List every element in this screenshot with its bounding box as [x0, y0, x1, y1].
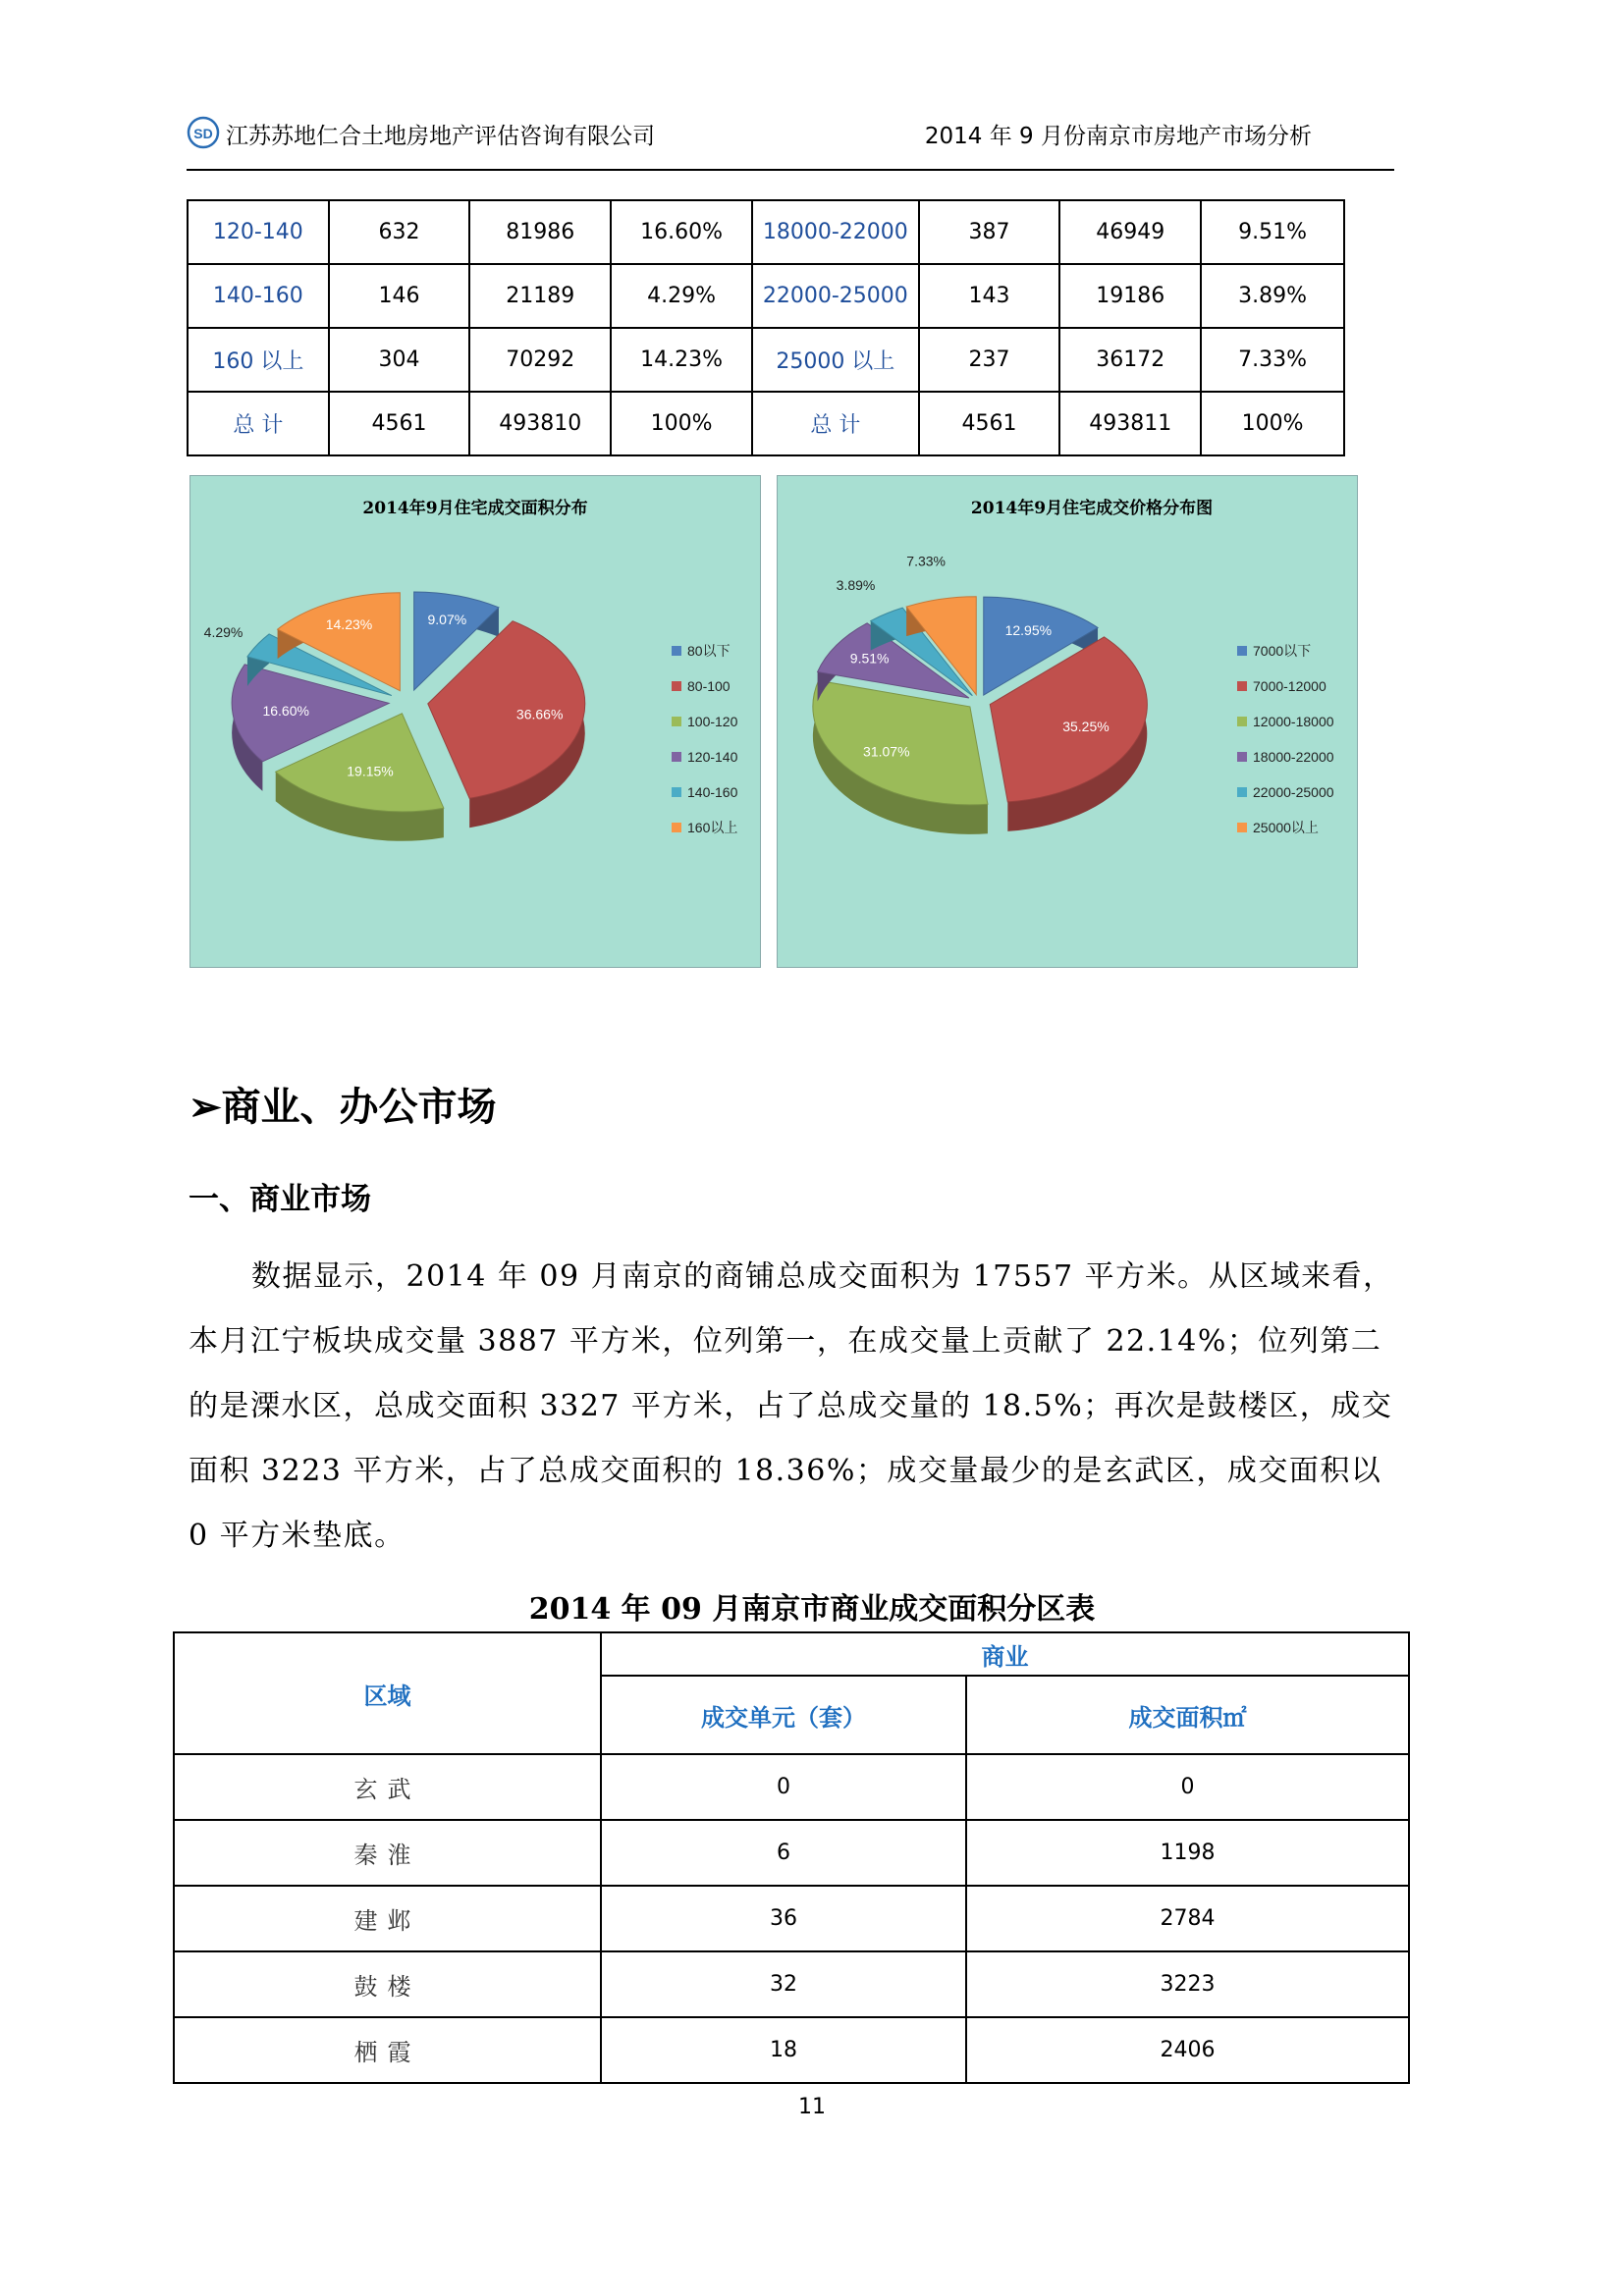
legend-swatch: [672, 717, 681, 726]
body-paragraph: 数据显示，2014 年 09 月南京的商铺总成交面积为 17557 平方米。从区域来看，本月江宁板块成交量 3887 平方米，位列第一，在成交量上贡献了 22.14%；位列第二的是溧水区，总成交面积 3327 平方米，占了总成交量的 18.5%；再次是鼓楼区，成交面积 3223 平方米，占了总成交面积的 18.36%；成交量最少的是玄武区，成交面积以 0 平方米垫底。: [189, 1259, 1394, 1553]
commercial-district-table: [173, 1631, 1410, 2084]
pie-data-label: 4.29%: [203, 624, 244, 641]
pie-data-label: 16.60%: [262, 702, 309, 719]
page-number: 11: [798, 2095, 826, 2119]
table-cell: 70292: [469, 328, 611, 392]
district-units-cell: 32: [601, 1951, 966, 2017]
district-district-cell: 建邺: [174, 1886, 601, 1951]
pie-data-label: 14.23%: [325, 616, 373, 633]
district-units-cell: 18: [601, 2017, 966, 2083]
legend-swatch: [672, 752, 681, 762]
table-cell: 4561: [329, 392, 470, 455]
header-region: 区域: [174, 1632, 601, 1754]
district-district-cell: 秦淮: [174, 1820, 601, 1886]
table-row: [174, 1886, 1409, 1951]
legend-label: 18000-22000: [1253, 749, 1334, 765]
legend-swatch: [1237, 717, 1247, 726]
table-cell: 总 计: [188, 392, 329, 455]
table-row: [174, 1951, 1409, 2017]
district-area-cell: 2406: [966, 2017, 1409, 2083]
legend-label: 7000以下: [1253, 643, 1312, 659]
header-commercial: 商业: [601, 1632, 1409, 1676]
legend-swatch: [1237, 646, 1247, 656]
pie-data-label: 7.33%: [906, 553, 946, 569]
table-cell: 7.33%: [1201, 328, 1344, 392]
legend-label: 160以上: [687, 820, 738, 835]
table-cell: 9.51%: [1201, 200, 1344, 264]
table-cell: 总 计: [752, 392, 919, 455]
table-cell: 36172: [1059, 328, 1201, 392]
legend-label: 22000-25000: [1253, 784, 1334, 800]
table-cell: 16.60%: [611, 200, 752, 264]
legend-swatch: [1237, 681, 1247, 691]
report-title: 2014 年 9 月份南京市房地产市场分析: [924, 124, 1312, 149]
table-cell: 18000-22000: [752, 200, 919, 264]
legend-swatch: [672, 823, 681, 832]
pie-data-label: 36.66%: [515, 706, 564, 722]
svg-text:SD: SD: [193, 126, 213, 141]
table-cell: 160 以上: [188, 328, 329, 392]
district-area-cell: 0: [966, 1754, 1409, 1820]
legend-label: 7000-12000: [1253, 678, 1326, 694]
table-cell: 25000 以上: [752, 328, 919, 392]
legend-swatch: [672, 787, 681, 797]
chart-title: 2014年9月住宅成交面积分布: [362, 499, 588, 518]
table-cell: 100%: [611, 392, 752, 455]
legend-label: 12000-18000: [1253, 714, 1334, 729]
table-cell: 14.23%: [611, 328, 752, 392]
subsection-title: 一、商业市场: [189, 1182, 371, 1217]
area-distribution-chart: [189, 475, 761, 968]
table-cell: 146: [329, 264, 470, 328]
table-cell: 140-160: [188, 264, 329, 328]
pie-data-label: 35.25%: [1062, 718, 1110, 734]
legend-label: 80-100: [687, 678, 731, 694]
table-cell: 143: [919, 264, 1060, 328]
table-cell: 100%: [1201, 392, 1344, 455]
price-distribution-chart: [777, 475, 1358, 968]
legend-swatch: [672, 646, 681, 656]
table-cell: 21189: [469, 264, 611, 328]
company-logo-icon: [187, 116, 220, 149]
pie-data-label: 12.95%: [1004, 621, 1053, 638]
header-area: 成交面积㎡: [966, 1676, 1409, 1754]
pie-data-label: 19.15%: [347, 763, 394, 779]
district-area-cell: 2784: [966, 1886, 1409, 1951]
district-units-cell: 36: [601, 1886, 966, 1951]
pie-data-label: 9.51%: [849, 650, 890, 667]
district-area-cell: 1198: [966, 1820, 1409, 1886]
district-district-cell: 玄武: [174, 1754, 601, 1820]
district-units-cell: 6: [601, 1820, 966, 1886]
pie-data-label: 9.07%: [427, 612, 467, 628]
table-cell: 46949: [1059, 200, 1201, 264]
table-cell: 19186: [1059, 264, 1201, 328]
legend-label: 25000以上: [1253, 820, 1319, 835]
table-title: 2014 年 09 月南京市商业成交面积分区表: [528, 1592, 1096, 1627]
table-row: [188, 264, 1344, 328]
legend-swatch: [672, 681, 681, 691]
section-title: ➢商业、办公市场: [189, 1084, 497, 1130]
table-cell: 387: [919, 200, 1060, 264]
district-district-cell: 鼓楼: [174, 1951, 601, 2017]
legend-label: 100-120: [687, 714, 738, 729]
table-row: [188, 392, 1344, 455]
table-cell: 304: [329, 328, 470, 392]
table-cell: 237: [919, 328, 1060, 392]
table-row: [188, 200, 1344, 264]
legend-swatch: [1237, 823, 1247, 832]
distribution-table: [187, 199, 1345, 456]
company-name: 江苏苏地仁合土地房地产评估咨询有限公司: [226, 124, 655, 149]
pie-data-label: 31.07%: [863, 743, 910, 760]
legend-swatch: [1237, 752, 1247, 762]
district-units-cell: 0: [601, 1754, 966, 1820]
table-row: [174, 1820, 1409, 1886]
district-area-cell: 3223: [966, 1951, 1409, 2017]
table-cell: 3.89%: [1201, 264, 1344, 328]
table-cell: 493810: [469, 392, 611, 455]
table-row: [174, 2017, 1409, 2083]
table-cell: 120-140: [188, 200, 329, 264]
table-cell: 4561: [919, 392, 1060, 455]
table-cell: 493811: [1059, 392, 1201, 455]
legend-label: 120-140: [687, 749, 738, 765]
district-district-cell: 栖霞: [174, 2017, 601, 2083]
table-cell: 81986: [469, 200, 611, 264]
table-row: [174, 1754, 1409, 1820]
header-units: 成交单元（套）: [601, 1676, 966, 1754]
table-cell: 632: [329, 200, 470, 264]
table-cell: 22000-25000: [752, 264, 919, 328]
table-row: [188, 328, 1344, 392]
legend-label: 80以下: [687, 643, 731, 659]
legend-swatch: [1237, 787, 1247, 797]
page-header: [187, 110, 1394, 171]
table-cell: 4.29%: [611, 264, 752, 328]
legend-label: 140-160: [687, 784, 738, 800]
pie-data-label: 3.89%: [836, 577, 876, 594]
chart-title: 2014年9月住宅成交价格分布图: [970, 499, 1214, 518]
